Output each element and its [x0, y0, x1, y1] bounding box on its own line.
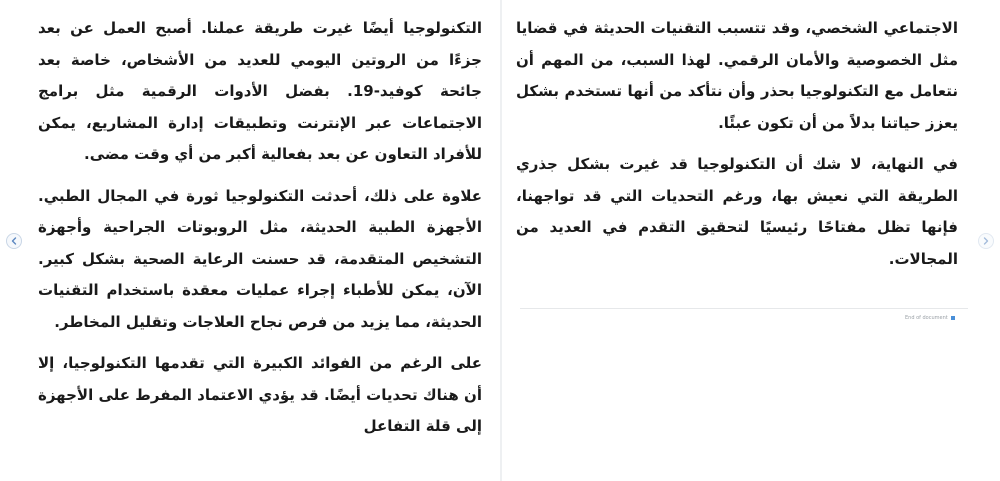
- paragraph-conclusion: في النهاية، لا شك أن التكنولوجيا قد غيرت بشكل جذري الطريقة التي نعيش بها، ورغم التحديات التي قد تواجهنا، فإنها تظل مفتاحًا رئيسيًا لتحقيق التقدم في العديد من المجالات.: [516, 155, 958, 268]
- chevron-right-icon: [982, 237, 990, 245]
- end-of-document-divider: [520, 308, 968, 309]
- previous-page-button[interactable]: [6, 233, 22, 249]
- end-of-document-label: End of document: [905, 315, 948, 321]
- paragraph-privacy: الاجتماعي الشخصي، وقد تتسبب التقنيات الحديثة في قضايا مثل الخصوصية والأمان الرقمي. لهذا السبب، من المهم أن نتعامل مع التكنولوجيا بحذر وأن نتأكد من أنها تستخدم بشكل يعزز حياتنا بدلاً من أن تكون عبئًا.: [516, 19, 958, 132]
- next-page-button[interactable]: [978, 233, 994, 249]
- paragraph-remote-work: التكنولوجيا أيضًا غيرت طريقة عملنا. أصبح العمل عن بعد جزءًا من الروتين اليومي للعديد من الأشخاص، خاصة بعد جائحة كوفيد-19. بفضل الأدوات الرقمية مثل برامج الاجتماعات عبر الإنترنت وتطبيقات إدارة المشاريع، يمكن للأفراد التعاون عن بعد بفعالية أكبر من أي وقت مضى.: [38, 19, 482, 163]
- chevron-left-icon: [10, 237, 18, 245]
- paragraph-challenges: على الرغم من الفوائد الكبيرة التي تقدمها التكنولوجيا، إلا أن هناك تحديات أيضًا. قد يؤدي الاعتماد المفرط على الأجهزة إلى قلة التفاعل: [38, 354, 482, 435]
- right-page: [502, 0, 976, 481]
- paragraph-medical: علاوة على ذلك، أحدثت التكنولوجيا ثورة في المجال الطبي. الأجهزة الطبية الحديثة، مثل الروبوتات الجراحية وأجهزة التشخيص المتقدمة، قد حسنت الرعاية الصحية بشكل كبير. الآن، يمكن للأطباء إجراء عمليات معقدة باستخدام التقنيات الحديثة، مما يزيد من فرص نجاح العلاجات وتقليل المخاطر.: [38, 186, 482, 331]
- end-square-icon: [951, 316, 955, 320]
- left-page: [24, 0, 500, 481]
- end-of-document-marker: [905, 315, 955, 321]
